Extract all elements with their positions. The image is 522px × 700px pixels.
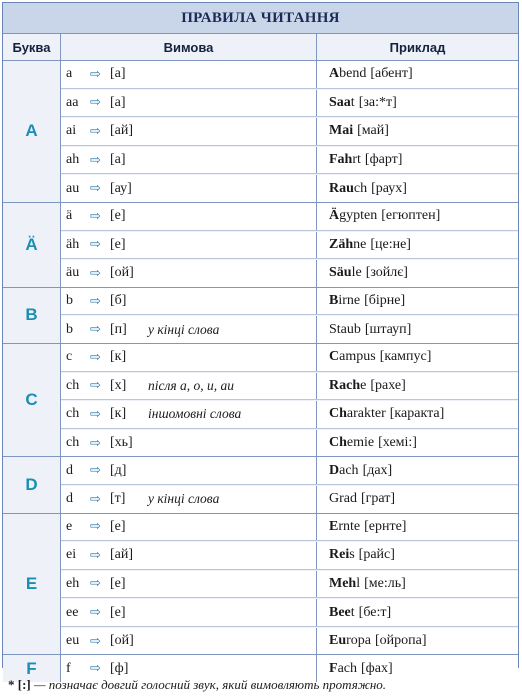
arrow-right-icon: ⇨ <box>90 605 101 621</box>
example-word-highlight: D <box>329 462 340 478</box>
transcription: [за:*т] <box>358 94 397 110</box>
example-cell <box>317 514 518 541</box>
spelling: b <box>66 321 73 337</box>
table-row <box>61 90 518 118</box>
header-letter: Буква <box>3 34 61 60</box>
pronunciation-cell <box>61 90 317 117</box>
sound: [е] <box>110 604 126 620</box>
sound: [к] <box>110 349 127 365</box>
table-row <box>61 316 518 343</box>
arrow-right-icon: ⇨ <box>90 519 101 535</box>
table-row <box>61 571 518 599</box>
example-word-rest: ne <box>353 236 367 252</box>
table-row <box>61 61 518 89</box>
group-rows <box>61 61 518 202</box>
example-word-rest: ach <box>339 462 359 478</box>
arrow-right-icon: ⇨ <box>90 293 101 309</box>
example-word-rest: rt <box>352 152 361 168</box>
example-word-highlight: B <box>329 293 339 309</box>
example-word-highlight: Rach <box>329 377 361 393</box>
transcription: [штауп] <box>364 321 412 337</box>
letter-group <box>3 61 518 203</box>
arrow-right-icon: ⇨ <box>90 435 101 451</box>
arrow-right-icon: ⇨ <box>90 322 101 338</box>
example-word-highlight: Saa <box>329 94 351 110</box>
transcription: [це:не] <box>370 236 411 252</box>
example-cell <box>317 599 518 626</box>
arrow-right-icon: ⇨ <box>90 66 101 82</box>
arrow-right-icon: ⇨ <box>90 95 101 111</box>
letter-group <box>3 344 518 457</box>
sound: [ай] <box>110 123 134 139</box>
table-body <box>3 61 518 682</box>
group-rows <box>61 288 518 343</box>
transcription: [райс] <box>358 547 395 563</box>
arrow-right-icon: ⇨ <box>90 406 101 422</box>
spelling: äh <box>66 236 80 252</box>
footnote-text: — позначає довгий голосний звук, який вимовляють протяжно. <box>34 677 387 692</box>
transcription: [бірне] <box>364 293 406 309</box>
arrow-right-icon: ⇨ <box>90 123 101 139</box>
transcription: [фах] <box>361 660 393 676</box>
spelling: d <box>66 462 73 478</box>
spelling: ch <box>66 377 80 393</box>
sound: [ау] <box>110 180 132 196</box>
spelling: ch <box>66 435 80 451</box>
table-row <box>61 203 518 231</box>
pronunciation-cell <box>61 147 317 174</box>
example-word-rest: rnte <box>338 518 361 534</box>
group-letter: Ä <box>3 203 61 287</box>
group-letter: A <box>3 61 61 202</box>
example-word-rest: ampus <box>339 349 376 365</box>
example-word-highlight: Rei <box>329 547 350 563</box>
pronunciation-cell <box>61 542 317 569</box>
example-cell <box>317 232 518 259</box>
group-letter: D <box>3 457 61 512</box>
transcription: [грат] <box>361 491 396 507</box>
transcription: [хемі:] <box>378 435 417 451</box>
example-word-rest: le <box>351 265 362 281</box>
pronunciation-cell <box>61 628 317 655</box>
example-word-highlight: Eu <box>329 633 347 649</box>
example-word-rest: ach <box>337 660 357 676</box>
table-row <box>61 147 518 175</box>
group-rows <box>61 457 518 512</box>
sound: [е] <box>110 208 126 224</box>
example-word-highlight: Säu <box>329 265 352 281</box>
example-word-rest: irne <box>338 293 361 309</box>
group-letter: E <box>3 514 61 655</box>
example-word-highlight: Mai <box>329 123 354 139</box>
example-word-rest: ropa <box>346 633 372 649</box>
transcription: [ернте] <box>364 518 407 534</box>
pronunciation-cell <box>61 571 317 598</box>
example-word-rest: t <box>350 604 355 620</box>
spelling: f <box>66 660 71 676</box>
usage-note: у кінці слова <box>148 491 220 507</box>
sound: [т] <box>110 491 126 507</box>
example-word-rest: e <box>360 377 367 393</box>
example-cell <box>317 373 518 400</box>
example-word-rest: emie <box>346 435 375 451</box>
spelling: e <box>66 518 73 534</box>
example-word-rest: gypten <box>339 208 378 224</box>
group-letter: F <box>3 655 61 682</box>
example-word-highlight: Ch <box>329 406 347 422</box>
pronunciation-cell <box>61 260 317 287</box>
transcription: [абент] <box>370 66 413 82</box>
example-word-rest: bend <box>339 66 367 82</box>
example-cell <box>317 147 518 174</box>
table-row <box>61 486 518 513</box>
arrow-right-icon: ⇨ <box>90 491 101 507</box>
example-cell <box>317 486 518 513</box>
arrow-right-icon: ⇨ <box>90 378 101 394</box>
example-word-rest: t <box>350 94 355 110</box>
sound: [а] <box>110 66 126 82</box>
spelling: ai <box>66 123 77 139</box>
table-title: ПРАВИЛА ЧИТАННЯ <box>3 3 518 34</box>
arrow-right-icon: ⇨ <box>90 547 101 563</box>
group-rows <box>61 514 518 655</box>
letter-group <box>3 514 518 656</box>
spelling: äu <box>66 265 80 281</box>
sound: [хь] <box>110 435 133 451</box>
pronunciation-cell <box>61 599 317 626</box>
spelling: eh <box>66 575 80 591</box>
letter-group <box>3 288 518 344</box>
example-cell <box>317 628 518 655</box>
example-word-rest: Grad <box>329 491 357 507</box>
example-word-rest: Staub <box>329 321 361 337</box>
spelling: ee <box>66 604 79 620</box>
example-word-rest: arakter <box>346 406 386 422</box>
arrow-right-icon: ⇨ <box>90 237 101 253</box>
group-rows <box>61 203 518 287</box>
example-cell <box>317 344 518 371</box>
table-row <box>61 175 518 202</box>
example-cell <box>317 90 518 117</box>
table-row <box>61 542 518 570</box>
header-pronunciation: Вимова <box>61 34 317 60</box>
pronunciation-cell <box>61 514 317 541</box>
table-row <box>61 373 518 401</box>
spelling: ei <box>66 547 77 563</box>
transcription: [ойропа] <box>375 633 427 649</box>
example-cell <box>317 316 518 343</box>
pronunciation-cell <box>61 457 317 484</box>
letter-group <box>3 457 518 513</box>
transcription: [кампус] <box>379 349 432 365</box>
arrow-right-icon: ⇨ <box>90 633 101 649</box>
table-row <box>61 599 518 627</box>
spelling: au <box>66 180 80 196</box>
transcription: [рахе] <box>370 377 406 393</box>
example-word-highlight: F <box>329 660 338 676</box>
example-cell <box>317 260 518 287</box>
table-row <box>61 288 518 316</box>
example-cell <box>317 203 518 230</box>
usage-note: після a, o, u, au <box>148 377 235 393</box>
arrow-right-icon: ⇨ <box>90 152 101 168</box>
example-cell <box>317 542 518 569</box>
reading-rules-table <box>2 2 519 678</box>
arrow-right-icon: ⇨ <box>90 181 101 197</box>
spelling: a <box>66 66 73 82</box>
transcription: [фарт] <box>364 152 403 168</box>
sound: [х] <box>110 377 127 393</box>
pronunciation-cell <box>61 316 317 343</box>
pronunciation-cell <box>61 203 317 230</box>
spelling: c <box>66 349 73 365</box>
sound: [б] <box>110 293 127 309</box>
example-cell <box>317 175 518 202</box>
example-word-highlight: A <box>329 66 340 82</box>
table-row <box>61 457 518 485</box>
sound: [ой] <box>110 265 134 281</box>
pronunciation-cell <box>61 373 317 400</box>
spelling: ah <box>66 152 80 168</box>
example-word-highlight: Fah <box>329 152 353 168</box>
table-row <box>61 430 518 457</box>
example-word-rest: s <box>349 547 355 563</box>
pronunciation-cell <box>61 61 317 88</box>
arrow-right-icon: ⇨ <box>90 576 101 592</box>
example-cell <box>317 118 518 145</box>
example-cell <box>317 430 518 457</box>
sound: [е] <box>110 236 126 252</box>
table-header <box>3 34 518 61</box>
sound: [а] <box>110 94 126 110</box>
example-word-highlight: E <box>329 518 339 534</box>
sound: [ф] <box>110 660 129 676</box>
sound: [д] <box>110 462 127 478</box>
sound: [к] <box>110 406 127 422</box>
letter-group <box>3 203 518 288</box>
arrow-right-icon: ⇨ <box>90 463 101 479</box>
pronunciation-cell <box>61 175 317 202</box>
table-row <box>61 118 518 146</box>
pronunciation-cell <box>61 401 317 428</box>
group-rows <box>61 344 518 456</box>
sound: [а] <box>110 152 126 168</box>
spelling: d <box>66 491 73 507</box>
arrow-right-icon: ⇨ <box>90 208 101 224</box>
group-letter: B <box>3 288 61 343</box>
spelling: ä <box>66 208 73 224</box>
example-word-highlight: C <box>329 349 340 365</box>
pronunciation-cell <box>61 344 317 371</box>
example-cell <box>317 401 518 428</box>
spelling: ch <box>66 406 80 422</box>
example-cell <box>317 571 518 598</box>
example-word-highlight: Rau <box>329 180 354 196</box>
footnote <box>8 677 518 693</box>
arrow-right-icon: ⇨ <box>90 349 101 365</box>
arrow-right-icon: ⇨ <box>90 265 101 281</box>
transcription: [бе:т] <box>358 604 392 620</box>
transcription: [дах] <box>362 462 393 478</box>
pronunciation-cell <box>61 118 317 145</box>
example-cell <box>317 288 518 315</box>
spelling: eu <box>66 633 80 649</box>
table-row <box>61 232 518 260</box>
usage-note: у кінці слова <box>148 321 220 337</box>
example-word-highlight: Ch <box>329 435 347 451</box>
example-word-highlight: Zäh <box>329 236 354 252</box>
sound: [е] <box>110 518 126 534</box>
footnote-mark: * [:] <box>8 677 31 692</box>
usage-note: іншомовні слова <box>148 406 242 422</box>
transcription: [егюптен] <box>381 208 441 224</box>
sound: [п] <box>110 321 127 337</box>
example-word-highlight: Bee <box>329 604 351 620</box>
table-row <box>61 344 518 372</box>
pronunciation-cell <box>61 430 317 457</box>
spelling: b <box>66 293 73 309</box>
transcription: [раух] <box>371 180 407 196</box>
table-row <box>61 401 518 429</box>
pronunciation-cell <box>61 232 317 259</box>
header-example: Приклад <box>389 39 446 55</box>
table-row <box>61 628 518 655</box>
example-word-highlight: Ä <box>329 208 340 224</box>
example-cell <box>317 457 518 484</box>
arrow-right-icon: ⇨ <box>90 661 101 677</box>
example-word-rest: l <box>356 575 361 591</box>
table-row <box>61 514 518 542</box>
spelling: aa <box>66 94 79 110</box>
table-row <box>61 260 518 287</box>
group-letter: C <box>3 344 61 456</box>
example-word-highlight: Meh <box>329 575 357 591</box>
transcription: [ме:ль] <box>364 575 406 591</box>
transcription: [зойлє] <box>365 265 408 281</box>
example-word-rest: ch <box>353 180 368 196</box>
sound: [ой] <box>110 633 134 649</box>
transcription: [каракта] <box>389 406 445 422</box>
sound: [е] <box>110 575 126 591</box>
pronunciation-cell <box>61 486 317 513</box>
pronunciation-cell <box>61 288 317 315</box>
transcription: [май] <box>357 123 389 139</box>
sound: [ай] <box>110 547 134 563</box>
example-cell <box>317 61 518 88</box>
